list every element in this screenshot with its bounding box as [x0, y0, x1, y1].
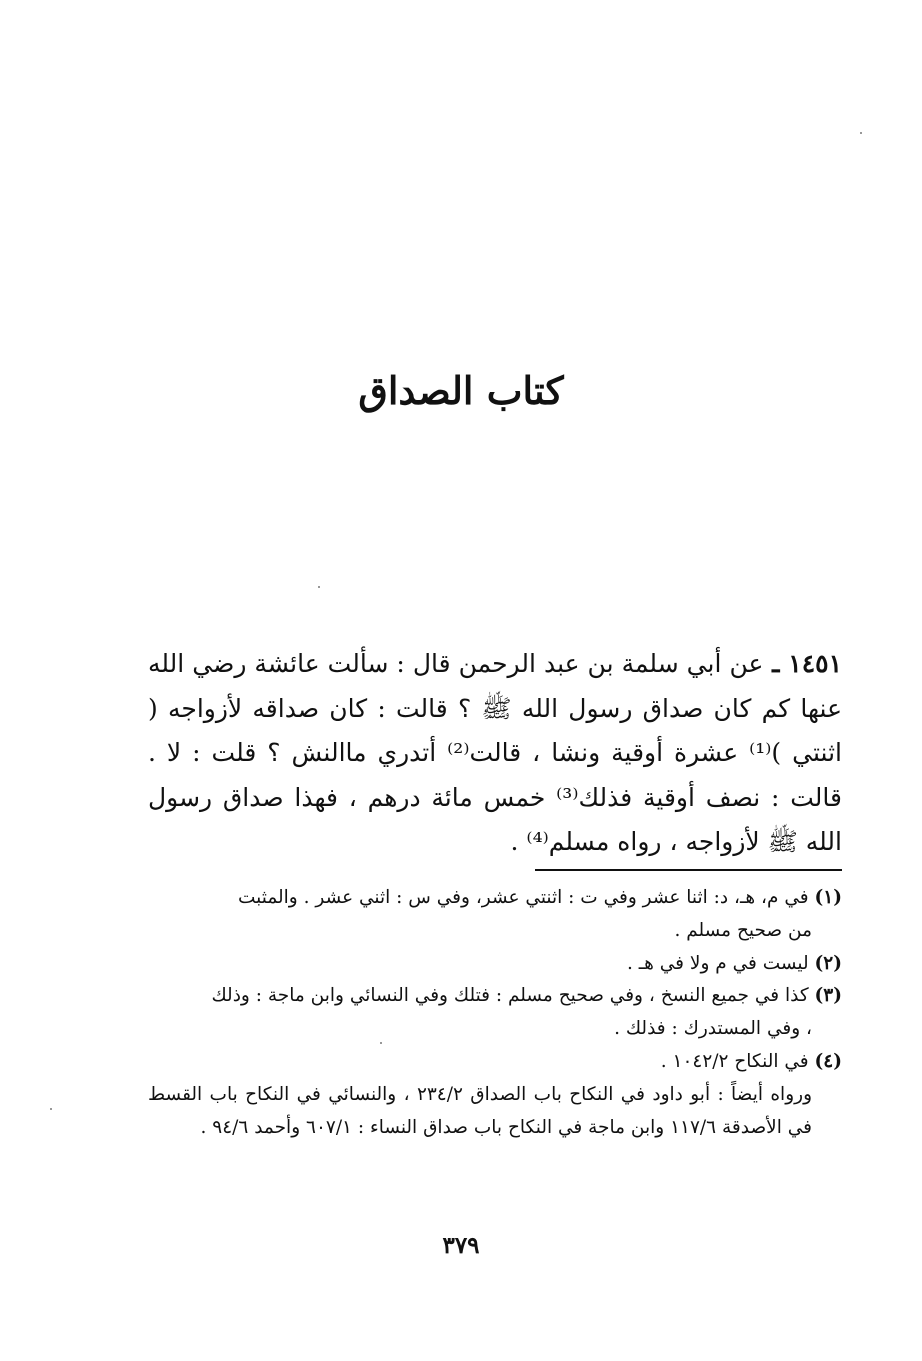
hadith-number: ١٤٥١ — [788, 649, 842, 678]
footnote-4 — [148, 1046, 842, 1079]
footnote-number: (٤) — [814, 1050, 842, 1072]
scan-speck — [318, 586, 320, 588]
footnote-line: ليست في م ولا في هـ . — [626, 952, 809, 974]
footnote-number: (١) — [814, 887, 842, 908]
footnote-line: من صحيح مسلم . — [674, 919, 812, 941]
hadith-dash: ـ — [763, 649, 789, 678]
chapter-title: كتاب الصداق — [358, 368, 564, 413]
footnote-line: في م، هـ، د: اثنا عشر وفي ت : اثنتي عشر، وفي س : اثني عشر . والمثبت — [237, 887, 809, 908]
footnotes — [148, 882, 842, 1144]
footnote-number: (٣) — [814, 985, 842, 1007]
footnote-line: في النكاح ١٠٤٢/٢ . — [660, 1050, 809, 1072]
footnote-line: كذا في جميع النسخ ، وفي صحيح مسلم : فتلك وفي النسائي وابن ماجة : وذلك — [211, 985, 809, 1007]
footnote-number: (٢) — [814, 952, 842, 974]
scan-speck — [50, 1108, 52, 1110]
footnote-1 — [148, 882, 842, 915]
footnote-1-continued — [148, 915, 842, 948]
footnote-3 — [148, 980, 842, 1013]
scan-speck — [380, 1042, 382, 1044]
footnote-divider — [535, 869, 842, 871]
hadith-text: عن أبي سلمة بن عبد الرحمن قال : سألت عائشة رضي الله عنها كم كان صداق رسول الله ﷺ ؟ قالت : كان صداقه لأزواجه ( اثنتي )⁽¹⁾ عشرة أوقية ونشا ، قالت⁽²⁾ أتدري ماالنش ؟ قلت : لا . قالت : نصف أوقية فذلك⁽³⁾ خمس مائة درهم ، فهذا صداق رسول الله ﷺ لأزواجه ، رواه مسلم⁽⁴⁾ . — [148, 649, 842, 856]
footnote-line: ، وفي المستدرك : فذلك . — [614, 1018, 812, 1040]
page-number: ٣٧٩ — [442, 1232, 480, 1259]
scan-speck — [860, 132, 862, 134]
footnote-3-continued — [148, 1013, 842, 1046]
footnote-2 — [148, 948, 842, 981]
footnote-4-extra: ورواه أيضاً : أبو داود في النكاح باب الصداق ٢٣٤/٢ ، والنسائي في النكاح باب القسط في الأصدقة ١١٧/٦ وابن ماجة في النكاح باب صداق النساء : ٦٠٧/١ وأحمد ٩٤/٦ . — [148, 1083, 812, 1138]
hadith-paragraph — [148, 642, 842, 865]
